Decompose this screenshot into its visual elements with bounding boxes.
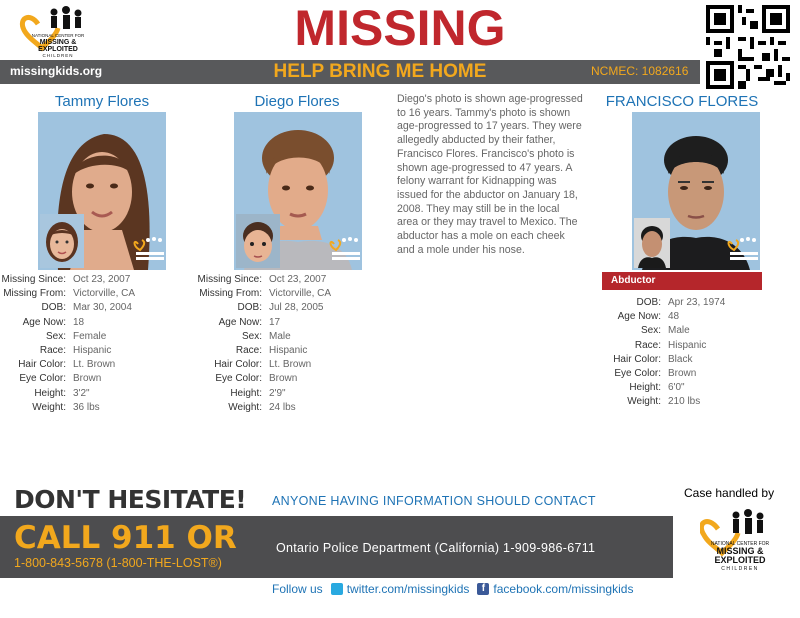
- detail-row: [595, 353, 725, 367]
- detail-value: Hispanic: [668, 339, 707, 351]
- detail-value: 36 lbs: [73, 401, 100, 413]
- detail-label: DOB:: [237, 302, 262, 314]
- social-links: [272, 582, 633, 596]
- detail-label: Race:: [39, 345, 66, 357]
- facebook-icon: f: [477, 583, 489, 595]
- detail-label: Missing Since:: [1, 274, 66, 285]
- detail-label: Missing From:: [199, 288, 262, 300]
- detail-value: Apr 23, 1974: [668, 297, 726, 308]
- detail-row: [196, 372, 331, 386]
- detail-label: Age Now:: [617, 311, 661, 323]
- detail-row: [196, 273, 331, 287]
- detail-label: Race:: [235, 345, 262, 357]
- abductor-name: FRANCISCO FLORES: [605, 93, 759, 110]
- detail-row: [0, 287, 135, 301]
- detail-row: [595, 367, 725, 381]
- logo-children-text: CHILDREN: [42, 53, 74, 58]
- detail-row: [196, 358, 331, 372]
- follow-us-label: Follow us: [272, 582, 323, 596]
- detail-row: [0, 344, 135, 358]
- detail-label: Weight:: [32, 401, 66, 413]
- detail-value: 210 lbs: [668, 396, 701, 408]
- detail-row: [595, 310, 725, 324]
- detail-value: Lt. Brown: [73, 359, 116, 371]
- detail-value: Oct 23, 2007: [269, 274, 327, 285]
- detail-row: [196, 301, 331, 315]
- detail-value: Oct 23, 2007: [73, 274, 131, 285]
- contact-prompt: ANYONE HAVING INFORMATION SHOULD CONTACT: [272, 494, 596, 508]
- detail-label: Age Now:: [22, 316, 66, 328]
- detail-value: Victorville, CA: [73, 288, 136, 300]
- detail-row: [196, 401, 331, 415]
- detail-row: [0, 372, 135, 386]
- detail-value: Brown: [668, 368, 697, 380]
- detail-value: Male: [269, 330, 291, 342]
- detail-label: Hair Color:: [613, 353, 661, 365]
- child-name: Diego Flores: [254, 93, 340, 110]
- detail-value: Female: [73, 330, 107, 342]
- detail-value: 3'2": [73, 387, 90, 399]
- detail-label: DOB:: [41, 302, 66, 314]
- ncmec-logo: [700, 505, 780, 575]
- logo-children-text: CHILDREN: [721, 566, 759, 572]
- detail-label: Missing From:: [3, 288, 66, 300]
- detail-value: Jul 28, 2005: [269, 302, 324, 314]
- dont-hesitate-heading: DON'T HESITATE!: [14, 485, 247, 514]
- detail-row: [0, 401, 135, 415]
- detail-label: Height:: [629, 382, 661, 394]
- detail-value: 17: [269, 316, 281, 328]
- detail-label: Age Now:: [218, 316, 262, 328]
- poster-headline: MISSING: [294, 0, 506, 56]
- detail-row: [595, 324, 725, 338]
- detail-label: Hair Color:: [18, 359, 66, 371]
- logo-org-text: NATIONAL CENTER FOR: [31, 33, 85, 38]
- detail-row: [196, 387, 331, 401]
- detail-label: Race:: [634, 339, 661, 351]
- detail-label: Hair Color:: [214, 359, 262, 371]
- facebook-link[interactable]: facebook.com/missingkids: [493, 582, 634, 596]
- detail-row: [196, 344, 331, 358]
- child-details: [196, 273, 331, 415]
- child-details: [0, 273, 135, 415]
- detail-value: 6'0": [668, 382, 685, 394]
- detail-label: Eye Color:: [19, 373, 66, 385]
- police-contact[interactable]: Ontario Police Department (California) 1-909-986-6711: [276, 541, 596, 555]
- detail-label: Missing Since:: [197, 274, 262, 285]
- detail-label: Height:: [34, 387, 66, 399]
- detail-value: 18: [73, 316, 85, 328]
- twitter-link[interactable]: twitter.com/missingkids: [346, 582, 470, 596]
- detail-label: DOB:: [636, 297, 661, 308]
- detail-value: Mar 30, 2004: [73, 302, 132, 314]
- detail-value: 24 lbs: [269, 401, 296, 413]
- logo-name-text: MISSING &: [39, 39, 77, 46]
- logo-name-text: MISSING &: [716, 546, 764, 556]
- detail-value: 2'9": [269, 387, 286, 399]
- child-photo: [234, 112, 362, 270]
- ncmec-case-number: NCMEC: 1082616: [591, 64, 689, 78]
- site-url-link[interactable]: missingkids.org: [10, 64, 103, 78]
- case-handled-by: Case handled by: [684, 486, 775, 500]
- detail-label: Eye Color:: [215, 373, 262, 385]
- qr-code[interactable]: [706, 5, 790, 89]
- case-narrative: Diego's photo is shown age-progressed to 16 years. Tammy's photo is shown age-progressed to 17 years. They were allegedly abducted by their father, Francisco Flores. Francisco's photo is shown age-progressed to 47 years. A felony warrant for Kidnapping was issued for the abductor on January 18, 2008. They may still be in the local area or they may travel to Mexico. The abductor has a mole on each cheek and a mole under his nose.: [397, 93, 583, 256]
- abductor-label: Abductor: [611, 275, 656, 286]
- detail-value: Black: [668, 353, 693, 365]
- child-name: Tammy Flores: [54, 93, 150, 110]
- abductor-photo: [632, 112, 760, 270]
- detail-value: 48: [668, 311, 680, 323]
- detail-label: Sex:: [45, 330, 66, 342]
- detail-value: Hispanic: [73, 345, 112, 357]
- detail-row: [595, 339, 725, 353]
- detail-row: [0, 273, 135, 287]
- detail-row: [0, 301, 135, 315]
- detail-value: Hispanic: [269, 345, 308, 357]
- detail-row: [196, 316, 331, 330]
- detail-row: [196, 287, 331, 301]
- detail-value: Male: [668, 325, 690, 337]
- detail-value: Lt. Brown: [269, 359, 312, 371]
- hotline-number[interactable]: 1-800-843-5678 (1-800-THE-LOST®): [14, 556, 222, 570]
- detail-row: [0, 330, 135, 344]
- poster-tagline: HELP BRING ME HOME: [273, 61, 487, 82]
- detail-value: Brown: [73, 373, 102, 385]
- logo-name-text: EXPLOITED: [714, 555, 766, 565]
- detail-value: Victorville, CA: [269, 288, 332, 300]
- detail-row: [595, 296, 725, 310]
- detail-row: [595, 381, 725, 395]
- child-photo: [38, 112, 166, 270]
- detail-row: [595, 395, 725, 409]
- logo-name-text: EXPLOITED: [38, 46, 78, 53]
- detail-row: [0, 387, 135, 401]
- detail-label: Height:: [230, 387, 262, 399]
- detail-label: Sex:: [241, 330, 262, 342]
- detail-label: Weight:: [627, 396, 661, 408]
- logo-org-text: NATIONAL CENTER FOR: [710, 541, 770, 547]
- detail-label: Weight:: [228, 401, 262, 413]
- call-911-heading: CALL 911 OR: [14, 520, 237, 556]
- detail-row: [196, 330, 331, 344]
- detail-label: Sex:: [640, 325, 661, 337]
- detail-value: Brown: [269, 373, 298, 385]
- detail-label: Eye Color:: [614, 368, 661, 380]
- abductor-details: [595, 296, 725, 410]
- twitter-icon: [331, 583, 343, 595]
- detail-row: [0, 316, 135, 330]
- detail-row: [0, 358, 135, 372]
